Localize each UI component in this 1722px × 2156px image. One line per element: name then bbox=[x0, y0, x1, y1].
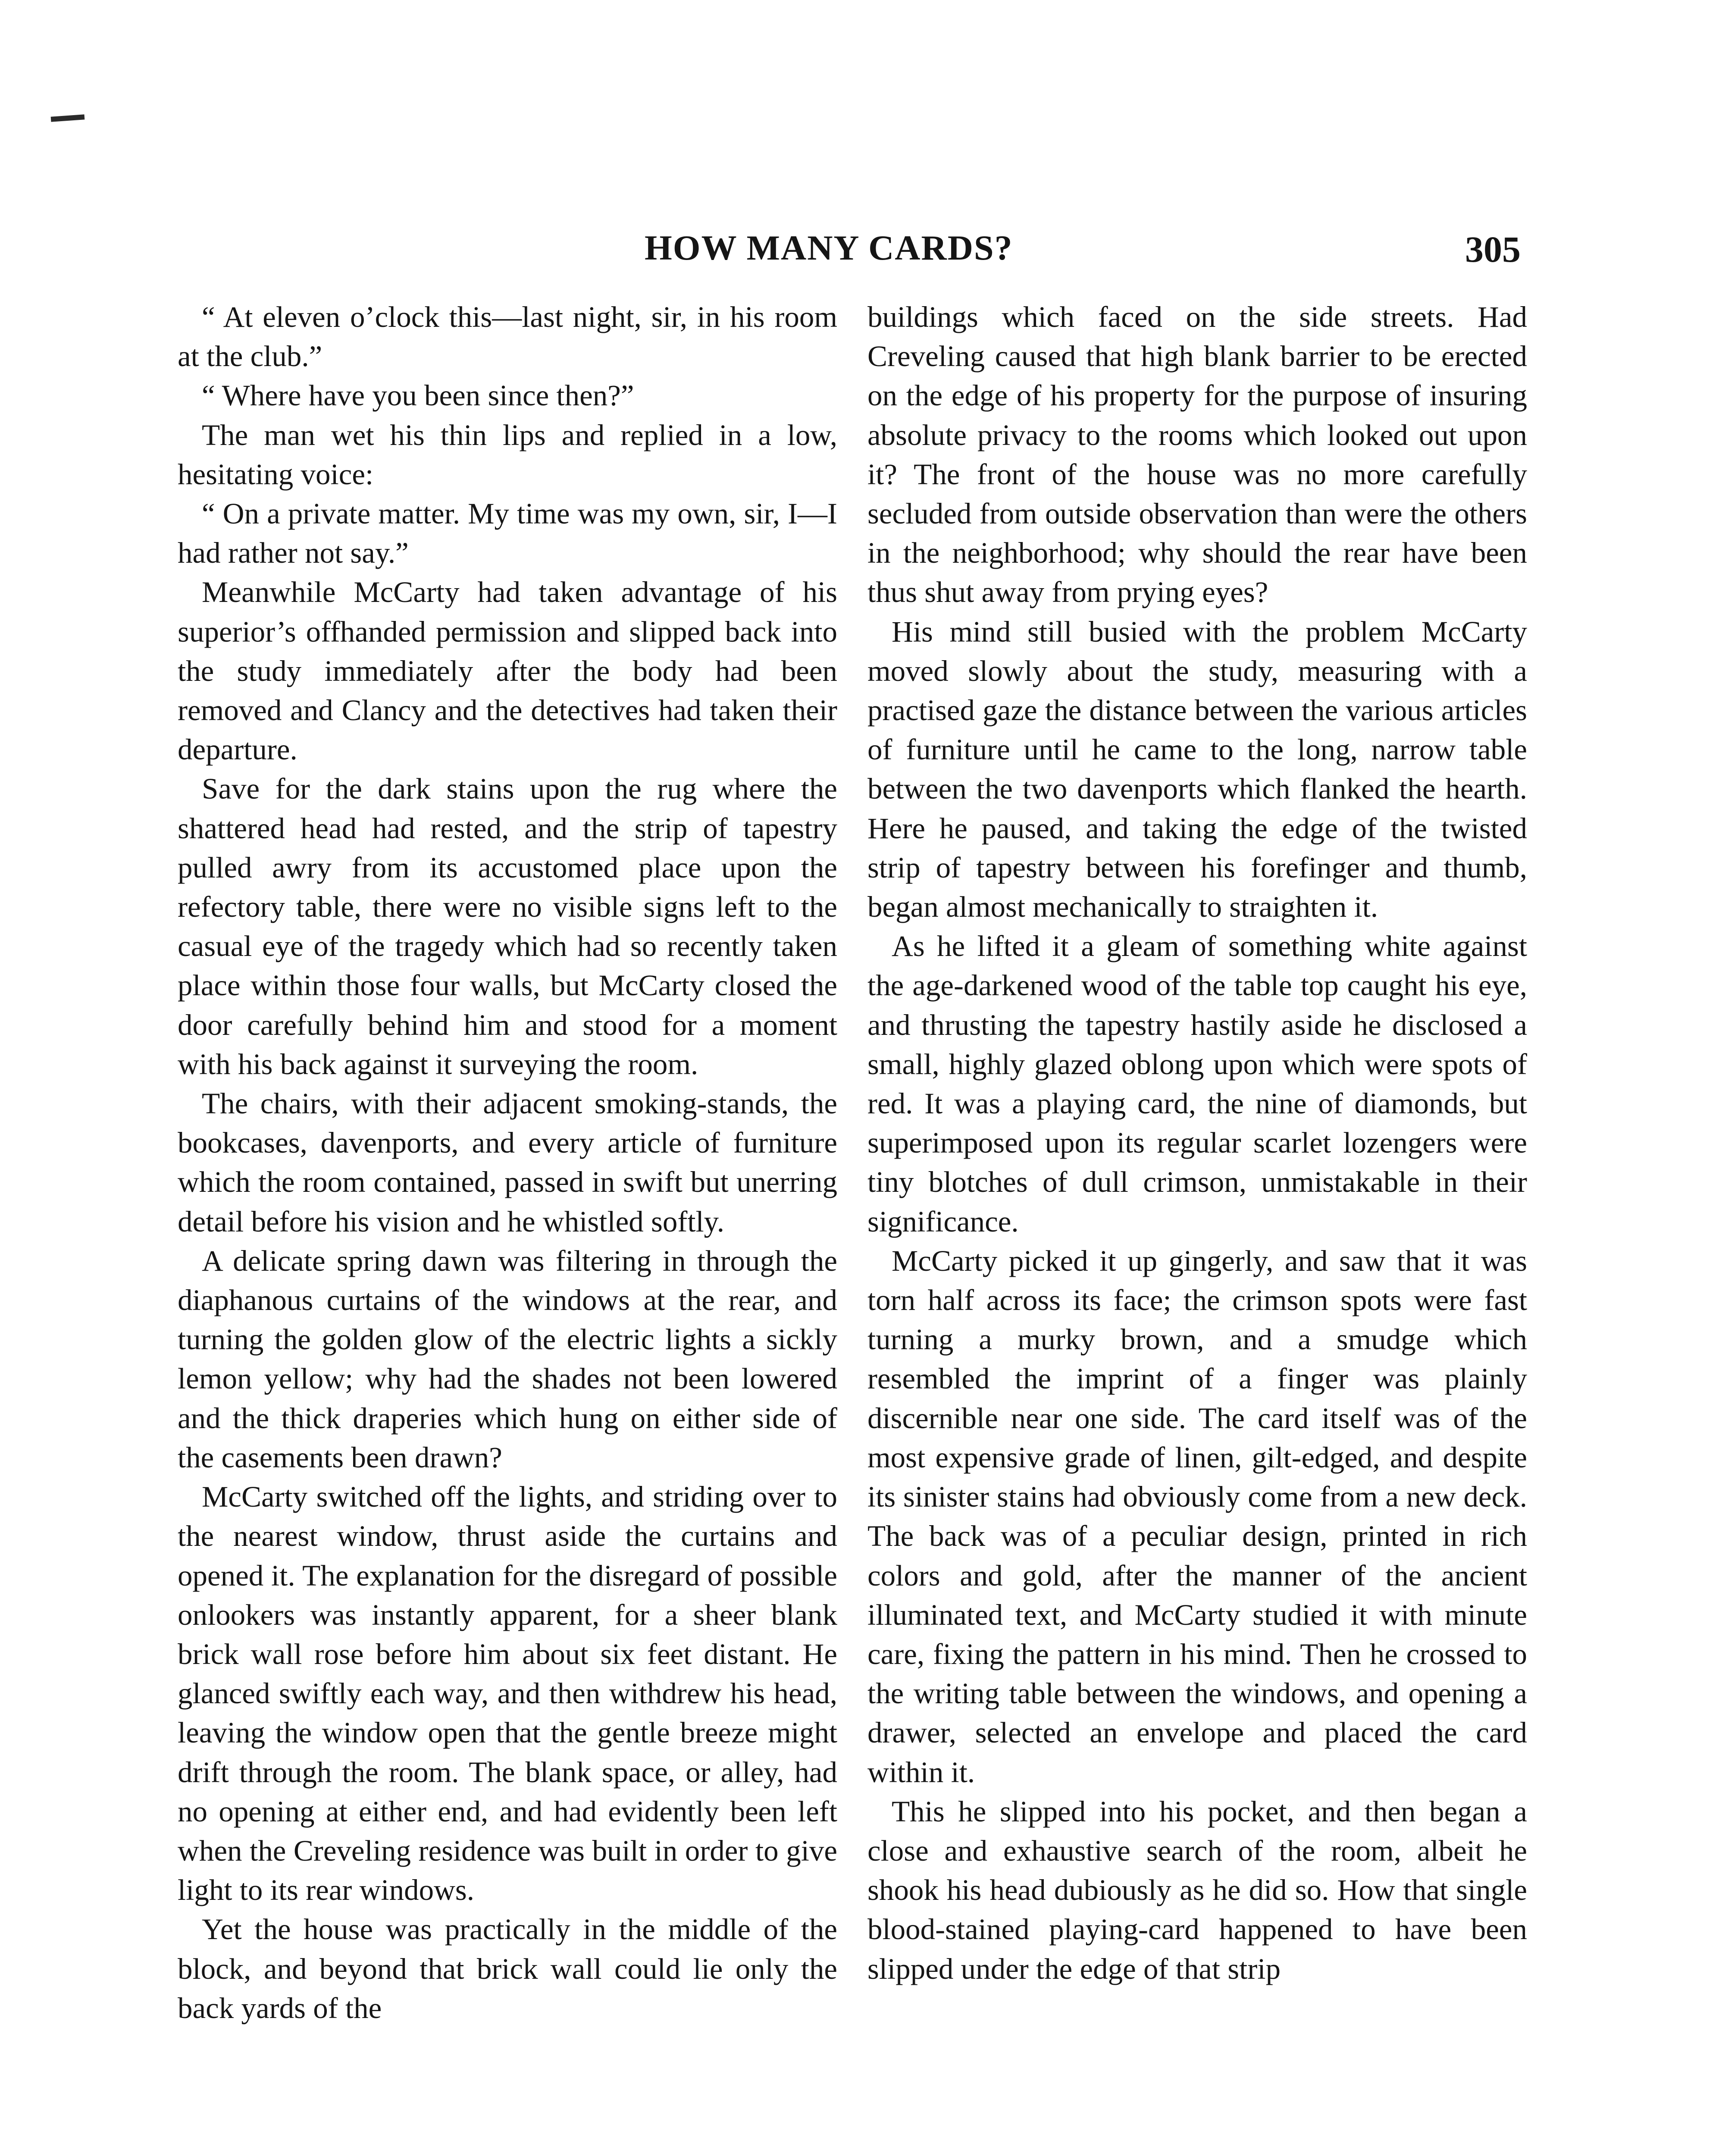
paragraph: “ On a private matter. My time was my own, sir, I—I had rather not say.” bbox=[178, 497, 837, 570]
paragraph: “ Where have you been since then?” bbox=[202, 379, 634, 412]
scan-mark-top bbox=[51, 114, 85, 122]
paragraph: McCarty picked it up gingerly, and saw that it was torn half across its face; the crimson spots were fast turning a murky brown, and a smudge which resembled the imprint of a finger was plainly discernible near one side. The card itself was of the most expensive grade of linen, gilt-edged, and despite its sinister stains had obviously come from a new deck. The back was of a peculiar design, printed in rich colors and gold, after the manner of the ancient illuminated text, and McCarty studied it with minute care, fixing the pattern in his mind. Then he crossed to the writing table between the windows, and opening a drawer, selected an envelope and placed the card within it. bbox=[867, 1244, 1527, 1789]
paragraph: His mind still busied with the problem McCarty moved slowly about the study, measuring with a practised gaze the distance between the various articles of furniture until he came to the long, narrow table between the two davenports which flanked the hearth. Here he paused, and taking the edge of the twisted strip of tapestry between his forefinger and thumb, began almost mechanically to straighten it. bbox=[867, 615, 1527, 924]
paragraph-continuation: buildings which faced on the side streets. Had Creveling caused that high blank barrier to be erected on the edge of his property for the purpose of insuring absolute privacy to the rooms which looked out upon it? The front of the house was no more carefully secluded from outside observation than were the others in the neighborhood; why should the rear have been thus shut away from prying eyes? bbox=[867, 301, 1527, 609]
paragraph: Meanwhile McCarty had taken advantage of his superior’s offhanded permission and slipped back into the study immediately after the body had been removed and Clancy and the detectives had taken their departure. bbox=[178, 576, 837, 766]
paragraph: Save for the dark stains upon the rug where the shattered head had rested, and the strip of tapestry pulled awry from its accustomed place upon the refectory table, there were no visible signs left to the casual eye of the tragedy which had so recently taken place within those four walls, but McCarty closed the door carefully behind him and stood for a moment with his back against it surveying the room. bbox=[178, 772, 837, 1081]
paragraph: The chairs, with their adjacent smoking-stands, the bookcases, davenports, and every article of furniture which the room contained, passed in swift but unerring detail before his vision and he whistled softly. bbox=[178, 1087, 837, 1238]
paragraph: As he lifted it a gleam of something white against the age-darkened wood of the table top caught his eye, and thrusting the tapestry hastily aside he disclosed a small, highly glazed oblong upon which were spots of red. It was a playing card, the nine of diamonds, but superimposed upon its regular scarlet lozengers were tiny blotches of dull crimson, unmistakable in their significance. bbox=[867, 930, 1527, 1238]
paragraph: Yet the house was practically in the middle of the block, and beyond that brick wall could lie only the back yards of the bbox=[178, 1913, 837, 2024]
paragraph: The man wet his thin lips and replied in a low, hesitating voice: bbox=[178, 418, 837, 491]
paragraph: “ At eleven o’clock this—last night, sir, in his room at the club.” bbox=[178, 301, 837, 373]
right-column bbox=[867, 298, 1527, 2156]
left-column bbox=[178, 298, 837, 2156]
running-title: HOW MANY CARDS? bbox=[645, 228, 1013, 267]
paragraph: A delicate spring dawn was filtering in through the diaphanous curtains of the windows at the rear, and turning the golden glow of the electric lights a sickly lemon yellow; why had the shades not been lowered and the thick draperies which hung on either side of the casements been drawn? bbox=[178, 1244, 837, 1474]
paragraph: This he slipped into his pocket, and then began a close and exhaustive search of the room, albeit he shook his head dubiously as he did so. How that single blood-stained playing-card happened to have been slipped under the edge of that strip bbox=[867, 1795, 1527, 1985]
paragraph: McCarty switched off the lights, and striding over to the nearest window, thrust aside the curtains and opened it. The explanation for the disregard of possible onlookers was instantly apparent, for a sheer blank brick wall rose before him about six feet distant. He glanced swiftly each way, and then withdrew his head, leaving the window open that the gentle breeze might drift through the room. The blank space, or alley, had no opening at either end, and had evidently been left when the Creveling residence was built in order to give light to its rear windows. bbox=[178, 1480, 837, 1907]
running-header bbox=[645, 228, 1521, 275]
page-number: 305 bbox=[1465, 229, 1521, 270]
